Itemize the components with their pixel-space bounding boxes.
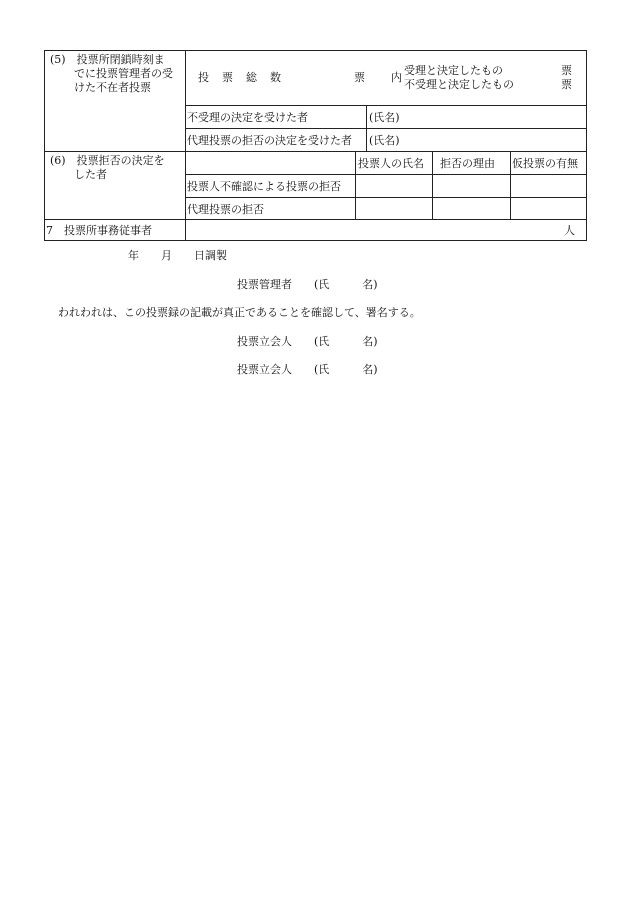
proxy-refused-person-label: 代理投票の拒否の決定を受けた者 bbox=[187, 134, 352, 147]
table-right-border bbox=[586, 50, 587, 241]
header-provisional-vote: 仮投票の有無 bbox=[512, 157, 578, 170]
not-accepted-person-name: (氏名) bbox=[369, 111, 400, 124]
witness-signature-line-2: 投票立会人 (氏 名) bbox=[237, 363, 378, 376]
header-refusal-reason: 拒否の理由 bbox=[440, 157, 495, 170]
accepted-label: 受理と決定したもの bbox=[404, 64, 503, 77]
col-divider-provisional bbox=[510, 151, 511, 220]
refusal-row-proxy-label: 代理投票の拒否 bbox=[187, 203, 264, 216]
table-top-border bbox=[44, 50, 587, 51]
rejected-unit: 票 bbox=[561, 78, 572, 91]
proxy-refused-person-name: (氏名) bbox=[369, 134, 400, 147]
section5-label-line2: でに投票管理者の受 bbox=[74, 67, 173, 80]
prepared-date-line: 年 月 日調製 bbox=[128, 249, 227, 262]
label-column-divider bbox=[185, 50, 186, 241]
section5-label-line1: (5) 投票所閉鎖時刻ま bbox=[50, 53, 165, 66]
staff-label: 7 投票所事務従事者 bbox=[46, 224, 152, 237]
refusal-row-nonconfirm-label: 投票人不確認による投票の拒否 bbox=[187, 180, 341, 193]
certification-statement: われわれは、この投票録の記載が真正であることを確認して、署名する。 bbox=[58, 306, 421, 319]
rule-after-headers bbox=[185, 174, 587, 175]
total-votes-label: 投 票 総 数 bbox=[198, 71, 282, 84]
table-left-border bbox=[44, 50, 45, 241]
rule-after-section6 bbox=[44, 219, 587, 220]
header-voter-name: 投票人の氏名 bbox=[358, 157, 424, 170]
section5-label-line3: けた不在者投票 bbox=[74, 81, 151, 94]
total-votes-unit: 票 bbox=[354, 71, 365, 84]
section6-label-line2: した者 bbox=[74, 168, 107, 181]
witness-signature-line-1: 投票立会人 (氏 名) bbox=[237, 335, 378, 348]
rule-after-section5 bbox=[44, 151, 587, 152]
manager-signature-line: 投票管理者 (氏 名) bbox=[237, 278, 378, 291]
not-accepted-person-label: 不受理の決定を受けた者 bbox=[187, 111, 308, 124]
rule-after-nonconfirm bbox=[185, 197, 587, 198]
record-table bbox=[44, 50, 587, 241]
rule-after-not-accepted bbox=[185, 128, 587, 129]
col-divider-reason bbox=[432, 151, 433, 220]
table-bottom-border bbox=[44, 240, 587, 241]
col-divider-name bbox=[355, 151, 356, 220]
accepted-unit: 票 bbox=[561, 64, 572, 77]
rule-after-totals bbox=[185, 105, 587, 106]
staff-unit: 人 bbox=[564, 224, 575, 237]
name-column-divider bbox=[366, 105, 367, 152]
breakdown-prefix: 内 bbox=[391, 71, 402, 84]
section6-label-line1: (6) 投票拒否の決定を bbox=[50, 154, 165, 167]
rejected-label: 不受理と決定したもの bbox=[404, 78, 514, 91]
